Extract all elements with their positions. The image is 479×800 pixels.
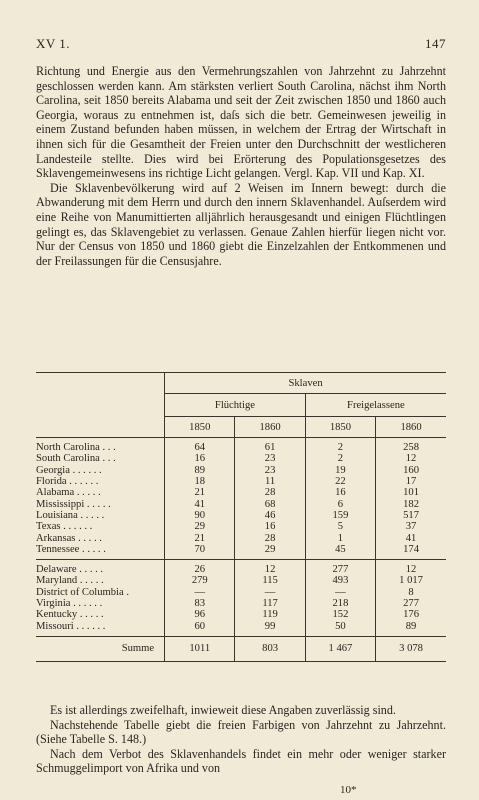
table-row (36, 620, 446, 631)
table-cell: — (235, 587, 305, 598)
body-text-top (36, 64, 446, 268)
table-cell: 8 (376, 587, 446, 598)
table-cell: 277 (305, 564, 375, 575)
table-cell: 64 (165, 442, 235, 453)
state-name: South Carolina . . . (36, 453, 116, 465)
table-cell: 18 (165, 476, 235, 487)
state-name: Georgia . . . . . . (36, 464, 102, 476)
table-cell: 89 (165, 465, 235, 476)
table-cell: 16 (305, 487, 375, 498)
table-cell: 1 (305, 532, 375, 543)
table-cell: 12 (376, 453, 446, 464)
table-cell: 176 (376, 609, 446, 620)
table-cell: 70 (165, 544, 235, 555)
group-header: Sklaven (165, 373, 446, 394)
table-cell: 29 (235, 544, 305, 555)
state-name: Texas . . . . . . (36, 521, 93, 533)
table-cell: 21 (165, 487, 235, 498)
table-row (36, 487, 446, 498)
sub-header: Freigelassene (305, 394, 446, 417)
state-name: North Carolina . . . (36, 442, 116, 454)
table-cell: 279 (165, 575, 235, 586)
state-name: Alabama . . . . . (36, 487, 101, 499)
table-cell: 41 (165, 498, 235, 509)
table-cell: 21 (165, 532, 235, 543)
table-row (36, 598, 446, 609)
signature-mark: 10* (340, 784, 357, 796)
table-row (36, 575, 446, 586)
table-row (36, 587, 446, 598)
running-head (36, 36, 446, 52)
table-cell: 277 (376, 598, 446, 609)
state-name: Kentucky . . . . . (36, 609, 104, 621)
table-row (36, 521, 446, 532)
state-name: Arkansas . . . . . (36, 532, 102, 544)
page-number: 147 (425, 36, 446, 51)
state-name: Tennessee . . . . . (36, 543, 106, 555)
table-cell: 50 (305, 620, 375, 631)
slave-statistics-table (36, 372, 446, 662)
table-cell: 29 (165, 521, 235, 532)
table-row (36, 453, 446, 464)
sum-cell: 3 078 (376, 636, 446, 661)
state-name: Virginia . . . . . . (36, 598, 103, 609)
state-name: Maryland . . . . . (36, 575, 104, 587)
table-cell: 12 (235, 564, 305, 575)
sub-header: Flüchtige (165, 394, 306, 417)
table-cell: 12 (376, 564, 446, 575)
table-cell: 2 (305, 453, 375, 464)
state-name: Mississippi . . . . . (36, 498, 111, 510)
table-row (36, 498, 446, 509)
table-row (36, 564, 446, 575)
state-name: Louisiana . . . . . (36, 509, 105, 521)
table-cell: 89 (376, 620, 446, 631)
table-cell: 11 (235, 476, 305, 487)
table-cell: 152 (305, 609, 375, 620)
state-name: Missouri . . . . . . (36, 620, 106, 632)
table-cell: 19 (305, 465, 375, 476)
chapter-marker: XV 1. (36, 36, 71, 51)
table-cell: 22 (305, 476, 375, 487)
table-cell: 493 (305, 575, 375, 586)
table-row (36, 465, 446, 476)
table-cell: 160 (376, 465, 446, 476)
sum-cell: 803 (235, 636, 305, 661)
body-text-bottom (36, 703, 446, 776)
table-cell: 28 (235, 532, 305, 543)
table-cell: 159 (305, 510, 375, 521)
table-row (36, 532, 446, 543)
table-cell: 2 (305, 442, 375, 453)
table-row (36, 442, 446, 453)
table-cell: 6 (305, 498, 375, 509)
state-name: Florida . . . . . . (36, 476, 99, 488)
table-cell: 517 (376, 510, 446, 521)
table-cell: 119 (235, 609, 305, 620)
table-row (36, 609, 446, 620)
table-cell: 16 (165, 453, 235, 464)
year-header: 1850 (165, 417, 235, 438)
paragraph: Nachstehende Tabelle giebt die freien Farbigen von Jahrzehnt zu Jahrzehnt. (Siehe Tabelle S. 148.) (36, 717, 446, 747)
state-name: District of Columbia . (36, 586, 129, 598)
table-cell: 83 (165, 598, 235, 609)
table-cell: — (305, 587, 375, 598)
paragraph: Richtung und Energie aus den Vermehrungszahlen von Jahrzehnt zu Jahrzehnt geschlossen werden kann. Am stärksten verliert South Carolina, nächst ihm North Carolina, seit 1850 bereits Alabama und seit der Zeit zwischen 1850 und 1860 auch Georgia, woraus zu entnehmen ist, daſs sich die betr. Gemeinwesen jeweilig in einem Zustand befunden haben müssen, in welchem der Ertrag der Wirtschaft in ihnen sich für die Gesamtheit der Freien unter den Durchschnitt der westlicheren Landesteile stellte. Dies wird bei Erörterung des Populationsgesetzes des Sklavengemeinwesens ins richtige Licht gelangen. Vergl. Kap. VII und Kap. XI. (36, 64, 446, 181)
sum-label: Summe (36, 636, 165, 661)
paragraph: Die Sklavenbevölkerung wird auf 2 Weisen im Innern bewegt: durch die Abwanderung mit dem Herrn und durch den innern Sklavenhandel. Auſserdem wird eine Reihe von Manumittierten alljährlich herausgesandt und einigen Flüchtlingen gelingt es, das Sklavengebiet zu verlassen. Genaue Zahlen hierfür liegen nicht vor. Nur der Census von 1850 und 1860 giebt die Einzelzahlen der Entkommenen und der Freilassungen für die Censusjahre. (36, 180, 446, 268)
table-cell: 96 (165, 609, 235, 620)
table-cell: 258 (376, 442, 446, 453)
year-header: 1860 (376, 417, 446, 438)
table-cell: 23 (235, 453, 305, 464)
table-cell: 174 (376, 544, 446, 555)
table-cell: 46 (235, 510, 305, 521)
table-cell: 41 (376, 532, 446, 543)
sum-cell: 1 467 (305, 636, 375, 661)
table-cell: 117 (235, 598, 305, 609)
table-cell: 115 (235, 575, 305, 586)
table-cell: 5 (305, 521, 375, 532)
table-cell: 101 (376, 487, 446, 498)
table-row (36, 510, 446, 521)
sum-cell: 1011 (165, 636, 235, 661)
table-cell: 28 (235, 487, 305, 498)
table-cell: 99 (235, 620, 305, 631)
table-cell: 16 (235, 521, 305, 532)
table-cell: 26 (165, 564, 235, 575)
table-cell: 23 (235, 465, 305, 476)
table-cell: 60 (165, 620, 235, 631)
table-cell: 1 017 (376, 575, 446, 586)
table-cell: 61 (235, 442, 305, 453)
table-row (36, 544, 446, 555)
year-header: 1850 (305, 417, 375, 438)
paragraph: Nach dem Verbot des Sklavenhandels findet ein mehr oder weniger starker Schmuggelimport von Afrika und von (36, 746, 446, 776)
state-name: Delaware . . . . . (36, 564, 104, 576)
paragraph: Es ist allerdings zweifelhaft, inwieweit diese Angaben zuverlässig sind. (50, 703, 396, 717)
table-cell: 37 (376, 521, 446, 532)
table-cell: 182 (376, 498, 446, 509)
table-cell: 45 (305, 544, 375, 555)
table-cell: 68 (235, 498, 305, 509)
table-cell: 90 (165, 510, 235, 521)
table-cell: 218 (305, 598, 375, 609)
table-cell: — (165, 587, 235, 598)
table-row (36, 476, 446, 487)
table-cell: 17 (376, 476, 446, 487)
year-header: 1860 (235, 417, 305, 438)
